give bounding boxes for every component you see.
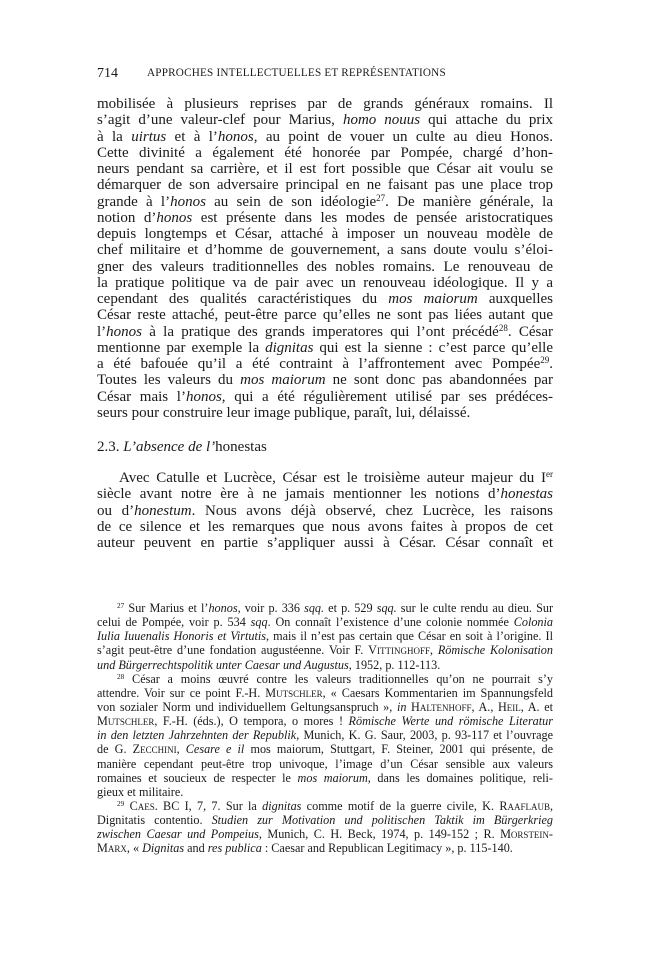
text-line <box>97 629 553 643</box>
text-segment: homo nouus <box>342 112 421 129</box>
text-segment: s’agit d’une valeur-clef pour Marius, <box>97 112 343 129</box>
text-segment: César a moins œuvré contre les valeurs traditionnelles qu’on ne pourrait s’y <box>124 671 553 686</box>
body-paragraph-2 <box>97 470 553 551</box>
text-segment: sqq. <box>376 601 397 615</box>
text-segment: : Caesar and Republican Legitimacy », p. 115-140. <box>261 841 513 856</box>
section-number: 2.3. <box>97 439 120 455</box>
text-segment: comme motif de la guerre civile, K. <box>301 798 500 813</box>
text-segment: res publica <box>207 841 262 856</box>
text-segment: zwischen Caesar und Pompeius <box>97 827 259 842</box>
text-segment: César mais l’ <box>97 388 186 405</box>
text-segment: , 1952, p. 112-113. <box>348 657 441 672</box>
text-segment: Vittinghoff <box>368 643 430 658</box>
text-segment: Avec Catulle et Lucrèce, César est le troisième auteur majeur du I <box>119 470 546 486</box>
text-segment: grande à l’ <box>97 193 171 210</box>
text-segment: . De manière générale, la <box>385 193 553 210</box>
text-line <box>97 259 553 275</box>
text-line <box>97 827 553 841</box>
text-segment: chef militaire et d’homme de gouvernement, a sans doute voulu s’éloi- <box>97 242 553 259</box>
text-segment: de G. <box>97 742 133 757</box>
text-segment: neurs pendant sa carrière, et il est fort possible que César ait voulu se <box>97 161 553 177</box>
text-line <box>97 389 553 405</box>
text-segment: à la <box>97 128 132 145</box>
text-line <box>97 96 553 112</box>
text-segment: , A. et <box>520 699 553 714</box>
text-segment: à la pratique des grands imperatores qui l’ont précédé <box>142 323 499 340</box>
text-line <box>97 145 553 161</box>
text-segment: honos <box>208 601 238 615</box>
text-segment: mobilisée à plusieurs reprises par de grands généraux romains. Il <box>97 96 553 112</box>
footnote-reference: 28 <box>498 322 508 333</box>
text-segment: notion d’ <box>97 209 157 226</box>
text-line <box>97 799 553 813</box>
text-segment: Iulia Iuuenalis Honoris et Virtutis <box>97 629 267 644</box>
text-line <box>97 372 553 388</box>
text-line <box>97 672 553 686</box>
text-segment: , <box>429 643 438 658</box>
text-segment: Dignitas <box>142 841 185 856</box>
text-line <box>97 728 553 742</box>
text-line <box>97 643 553 657</box>
text-segment: gieux et militaire. <box>97 784 184 799</box>
text-line <box>97 340 553 356</box>
text-segment: Cette divinité a également été honorée par Pompée, chargé d’hon- <box>97 144 553 161</box>
text-line <box>97 226 553 242</box>
body-paragraph-1 <box>97 96 553 421</box>
text-segment: honos <box>106 323 143 340</box>
text-line <box>97 112 553 128</box>
text-segment: Caes <box>129 798 155 813</box>
text-segment: l’ <box>97 323 107 340</box>
text-line <box>97 177 553 193</box>
running-title: APPROCHES INTELLECTUELLES ET REPRÉSENTATIONS <box>147 67 446 79</box>
text-line <box>97 324 553 340</box>
text-line <box>97 615 553 629</box>
section-heading <box>97 439 267 456</box>
text-segment: Heil <box>497 699 521 714</box>
text-segment: , F.-H. (éds.), O tempora, o mores ! <box>154 714 349 729</box>
text-segment: sqq <box>250 615 268 630</box>
text-segment: au sein de son idéologie <box>205 193 377 210</box>
text-segment: et p. 529 <box>324 601 377 615</box>
text-segment: , voir p. 336 <box>237 601 305 615</box>
text-line <box>97 813 553 827</box>
text-segment: et à l’ <box>166 128 218 145</box>
text-segment: . Nous avons déjà observé, chez Lucrèce, les raisons <box>191 502 554 519</box>
text-segment: Haltenhoff <box>411 699 472 714</box>
text-segment: Dignitatis contentio. <box>97 813 212 828</box>
text-line <box>97 841 553 855</box>
text-segment: mos maiorum, Stuttgart, F. Steiner, 2001 qui présente, de <box>244 742 554 757</box>
text-segment: von sozialer Norm und individuellem Geltungsanspruch », <box>97 699 397 714</box>
text-segment: uirtus <box>131 128 167 145</box>
text-segment: seurs pour construire leur image publique, paraît, lui, délaissé. <box>97 404 471 421</box>
text-segment: la pratique politique va de pair avec un renouveau idéologique. Il y a <box>97 274 553 291</box>
text-segment: Zecchini <box>132 742 177 757</box>
text-line <box>97 307 553 323</box>
text-segment: de ce silence et les remarques que nous avons faites à propos de cet <box>97 518 553 535</box>
text-segment: mos maiorum <box>240 372 326 389</box>
text-segment: , mais il n’est pas certain que César en soit à l’origine. Il <box>266 629 553 644</box>
footnote-reference: 29 <box>117 798 125 808</box>
text-line <box>97 275 553 291</box>
text-segment: . On connaît l’existence d’une colonie nommée <box>267 615 514 630</box>
text-segment: démarquer de son adversaire principal en ne faisant pas une place trop <box>97 177 553 194</box>
footnotes <box>97 601 553 856</box>
text-segment: gner des valeurs traditionnelles des nobles romains. Le renouveau de <box>97 258 553 275</box>
text-segment: manière cependant peut-être trop univoque, l’image d’un César sensible aux valeurs <box>97 756 553 771</box>
footnote-reference: 27 <box>376 192 386 203</box>
text-segment: and <box>184 841 208 856</box>
page-number: 714 <box>97 66 118 81</box>
text-segment: César reste attaché, peut-être parce qu’elles ne sont pas liées autant que <box>97 307 553 324</box>
text-line <box>97 700 553 714</box>
text-segment: in den letzten Jahrzehnten der Republik <box>97 728 297 743</box>
text-segment: attendre. Voir sur ce point F.-H. <box>97 685 266 700</box>
text-segment: Römische Werte und römische Literatur <box>348 714 553 729</box>
text-segment: mos maiorum <box>388 291 478 307</box>
text-segment: honestum <box>134 502 192 519</box>
text-segment: a été bafouée qu’il a été contraint à l’affrontement avec Pompée <box>97 356 541 372</box>
text-segment: sur le culte rendu au dieu. Sur <box>396 601 554 615</box>
text-line <box>97 161 553 177</box>
text-segment: , au point de vouer un culte au dieu Honos. <box>253 128 554 145</box>
text-line <box>97 470 553 486</box>
text-segment: auteur peuvent en partie s’appliquer aussi à César. César connaît et <box>97 535 553 551</box>
text-segment: , A., <box>471 699 498 714</box>
text-segment: dignitas <box>265 339 314 356</box>
text-segment: cependant des qualités caractéristiques du <box>97 291 389 307</box>
footnote-reference: 28 <box>117 671 125 681</box>
text-line <box>97 486 553 502</box>
text-segment: honos <box>217 128 254 145</box>
text-segment: , <box>176 742 186 757</box>
footnote-reference: 27 <box>117 600 125 610</box>
text-segment: s’agit peut-être d’une fondation augustéenne. Voir F. <box>97 643 369 658</box>
text-segment: honos <box>156 209 193 226</box>
text-segment: qui est la sienne : c’est parce qu’elle <box>313 339 553 356</box>
text-line <box>97 503 553 519</box>
text-segment: Raaflaub <box>499 798 550 813</box>
text-line <box>97 129 553 145</box>
text-line <box>97 714 553 728</box>
text-segment: , « <box>126 841 143 856</box>
text-segment: dignitas <box>262 798 302 813</box>
text-segment: romaines et soucieux de respecter le <box>97 770 298 785</box>
text-segment: Morstein- <box>500 827 553 842</box>
text-line <box>97 771 553 785</box>
text-segment: depuis longtemps et César, attaché à imposer un nouveau modèle de <box>97 226 553 242</box>
text-segment: in <box>396 699 407 714</box>
text-segment: Cesare e il <box>185 742 245 757</box>
text-segment: Studien zur Motivation und politischen Taktik im Bürgerkrieg <box>211 813 553 828</box>
text-segment: und Bürgerrechtspolitik unter Caesar und Augustus <box>97 657 349 672</box>
text-line <box>97 601 553 615</box>
section-title-italic: L’absence de l’ <box>123 439 216 455</box>
text-segment: Mutschler <box>265 685 323 700</box>
text-segment: est présente dans les modes de pensée aristocratiques <box>192 209 553 226</box>
text-segment: Mutschler <box>97 714 155 729</box>
text-line <box>97 686 553 700</box>
text-segment: honestas <box>500 486 553 503</box>
text-segment: siècle avant notre ère à ne jamais mentionner les notions d’ <box>97 486 501 503</box>
text-segment: Marx <box>97 841 127 856</box>
text-segment: ou d’ <box>97 502 135 519</box>
text-segment: , « Caesars Kommentarien im Spannungsfeld <box>322 685 553 700</box>
text-line <box>97 535 553 551</box>
text-line <box>97 194 553 210</box>
text-segment: , Munich, C. H. Beck, 1974, p. 149-152 ; R. <box>258 827 501 842</box>
text-segment: ne sont donc pas abandonnées par <box>325 372 554 389</box>
text-line <box>97 757 553 771</box>
text-segment: celui de Pompée, voir p. 534 <box>97 615 251 630</box>
text-line <box>97 356 553 372</box>
section-title-roman: honestas <box>215 439 267 455</box>
footnote-reference: er <box>546 469 553 480</box>
text-segment: , <box>549 798 554 813</box>
text-segment: Römische Kolonisation <box>437 643 553 658</box>
text-segment: auxquelles <box>477 291 553 307</box>
text-line <box>97 519 553 535</box>
text-line <box>97 405 553 421</box>
text-segment: honos <box>185 388 222 405</box>
text-segment: Toutes les valeurs du <box>97 372 241 389</box>
text-segment: honos <box>170 193 206 210</box>
text-line <box>97 658 553 672</box>
text-line <box>97 210 553 226</box>
text-segment: , qui a été régulièrement utilisé par ses prédéces- <box>221 388 553 405</box>
text-line <box>97 785 553 799</box>
text-segment: . <box>549 356 553 372</box>
text-segment: , Munich, K. G. Saur, 2003, p. 93-117 et l’ouvrage <box>296 728 553 743</box>
text-segment: Sur Marius et l’ <box>124 601 209 615</box>
text-line <box>97 742 553 756</box>
footnote-reference: 29 <box>540 355 550 366</box>
text-line <box>97 242 553 258</box>
text-segment: mentionne par exemple la <box>97 339 266 356</box>
text-segment: qui attache du prix <box>420 112 553 129</box>
text-segment: , dans les domaines politique, reli- <box>367 770 553 785</box>
text-line <box>97 291 553 307</box>
text-segment: . César <box>507 323 553 340</box>
text-segment: . BC I, 7, 7. Sur la <box>154 798 263 813</box>
text-segment: sqq. <box>304 601 325 615</box>
text-segment: Colonia <box>513 615 554 630</box>
text-segment: mos maiorum <box>297 770 368 785</box>
